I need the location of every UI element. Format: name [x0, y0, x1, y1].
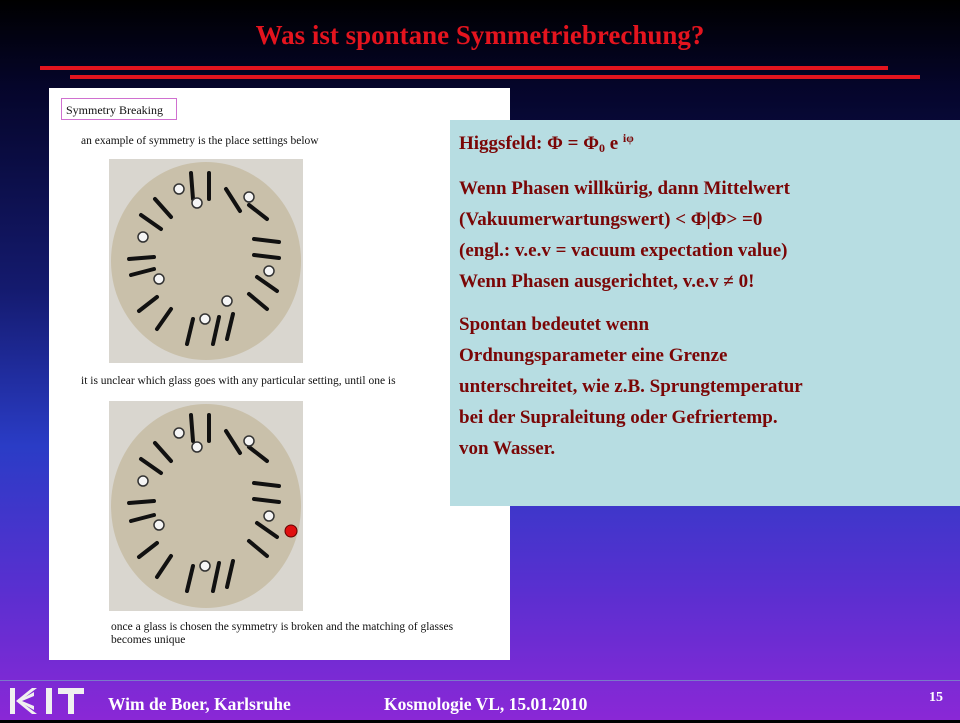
- figure-caption-bottom: once a glass is chosen the symmetry is broken and the matching of glasses becomes unique: [111, 621, 454, 646]
- page-number: 15: [929, 690, 943, 705]
- higgs-formula-sub: 0: [598, 141, 605, 155]
- slide-title: Was ist spontane Symmetriebrechung?: [255, 20, 705, 50]
- higgs-formula-text: Higgsfeld: Φ = Φ: [459, 133, 599, 154]
- footer-divider: [0, 680, 960, 681]
- info-line-1: Wenn Phasen willkürig, dann Mittelwert: [459, 178, 790, 199]
- higgs-formula: [459, 128, 951, 159]
- info-line-5: Spontan bedeutet wenn: [459, 314, 650, 335]
- figure-caption-top: an example of symmetry is the place settings below: [81, 135, 319, 147]
- title-underline-1: [40, 66, 888, 70]
- figure-caption-middle: it is unclear which glass goes with any particular setting, until one is: [81, 375, 396, 387]
- info-line-6: Ordnungsparameter eine Grenze: [459, 345, 728, 366]
- table-illustration-symmetric: [109, 159, 303, 363]
- footer-course: Kosmologie VL, 15.01.2010: [384, 694, 588, 714]
- figure-box-label: Symmetry Breaking: [61, 98, 177, 120]
- higgs-info-box: [450, 120, 960, 506]
- title-underline-2: [70, 75, 920, 79]
- info-line-3: (engl.: v.e.v = vacuum expectation value): [459, 240, 788, 261]
- higgs-formula-sup: iφ: [622, 131, 634, 145]
- higgs-formula-e: e: [604, 133, 623, 154]
- info-line-8: bei der Supraleitung oder Gefriertemp.: [459, 407, 778, 428]
- table-illustration-broken: [109, 401, 303, 611]
- kit-logo-icon: [6, 684, 90, 718]
- footer-author: Wim de Boer, Karlsruhe: [108, 694, 291, 714]
- info-line-7: unterschreitet, wie z.B. Sprungtemperatur: [459, 376, 803, 397]
- selected-glass-icon: [285, 525, 297, 537]
- info-line-9: von Wasser.: [459, 438, 556, 459]
- symmetry-figure-panel: [49, 88, 510, 660]
- info-line-4: Wenn Phasen ausgerichtet, v.e.v ≠ 0!: [459, 271, 755, 292]
- info-line-2: (Vakuumerwartungswert) < Φ|Φ> =0: [459, 209, 763, 230]
